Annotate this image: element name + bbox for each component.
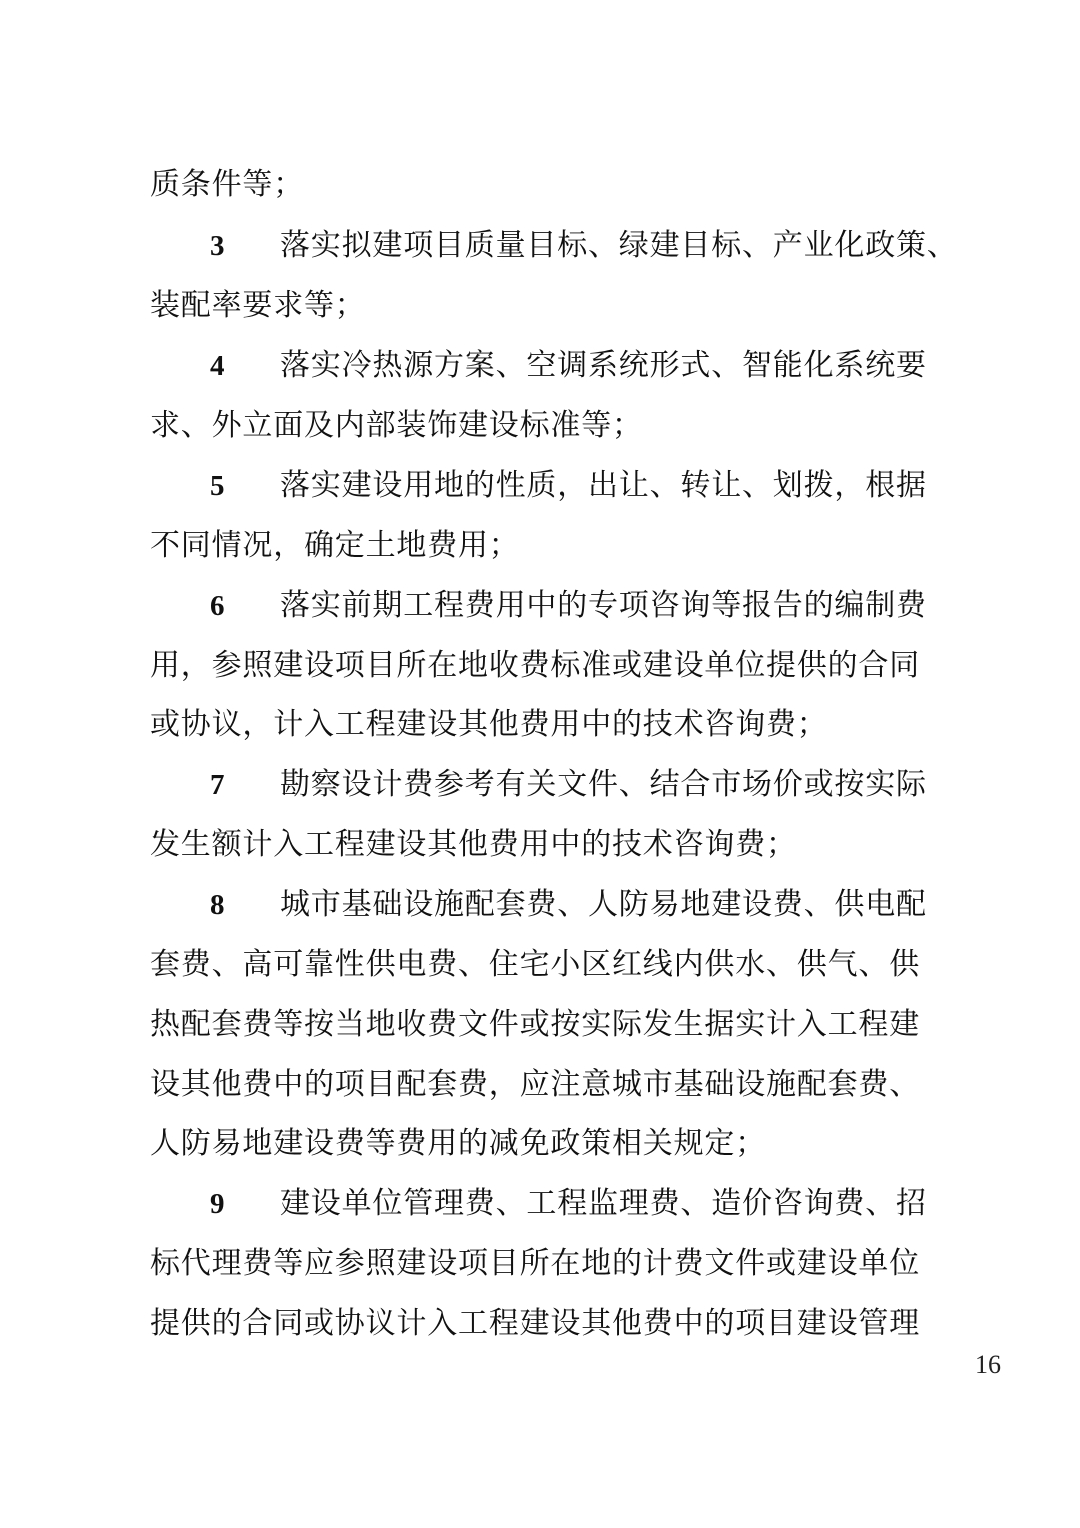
list-item-4: [210, 346, 927, 386]
item-number: 4: [210, 350, 226, 382]
item-number: 7: [210, 769, 226, 801]
line-text: 用，参照建设项目所在地收费标准或建设单位提供的合同: [150, 648, 920, 683]
text-line: [150, 286, 366, 326]
line-text: 热配套费等按当地收费文件或按实际发生据实计入工程建: [150, 1007, 920, 1042]
list-item-5: [210, 466, 927, 506]
text-line: [150, 825, 797, 865]
line-text: 勘察设计费参考有关文件、结合市场价或按实际: [280, 767, 927, 802]
text-line: [150, 406, 643, 446]
item-number: 9: [210, 1188, 226, 1220]
item-number: 3: [210, 230, 226, 262]
text-line: [150, 1124, 766, 1164]
list-item-3: [210, 226, 958, 266]
line-text: 发生额计入工程建设其他费用中的技术咨询费；: [150, 827, 797, 862]
item-number: 8: [210, 889, 226, 921]
line-text: 装配率要求等；: [150, 288, 366, 323]
line-text: 不同情况，确定土地费用；: [150, 528, 520, 563]
list-item-8: [210, 885, 927, 925]
line-text: 建设单位管理费、工程监理费、造价咨询费、招: [280, 1186, 927, 1221]
list-item-7: [210, 765, 927, 805]
text-line: [150, 1065, 920, 1105]
line-text: 设其他费中的项目配套费，应注意城市基础设施配套费、: [150, 1067, 920, 1102]
line-text: 落实拟建项目质量目标、绿建目标、产业化政策、: [280, 228, 958, 263]
page-number: 16: [975, 1350, 1001, 1379]
line-text: 质条件等；: [150, 167, 304, 202]
text-line: [150, 1005, 920, 1045]
text-line: [150, 705, 828, 745]
text-line: [150, 1244, 920, 1284]
text-line: [150, 1304, 920, 1344]
item-number: 5: [210, 470, 226, 502]
item-number: 6: [210, 590, 226, 622]
text-line: [150, 526, 520, 566]
line-text: 落实建设用地的性质，出让、转让、划拨，根据: [280, 468, 927, 503]
line-text: 或协议，计入工程建设其他费用中的技术咨询费；: [150, 707, 828, 742]
line-text: 城市基础设施配套费、人防易地建设费、供电配: [280, 887, 927, 922]
line-text: 落实冷热源方案、空调系统形式、智能化系统要: [280, 348, 927, 383]
line-text: 人防易地建设费等费用的减免政策相关规定；: [150, 1126, 766, 1161]
text-line: [150, 646, 920, 686]
text-line: [150, 945, 920, 985]
list-item-6: [210, 586, 927, 626]
line-text: 求、外立面及内部装饰建设标准等；: [150, 408, 643, 443]
text-line: [150, 165, 304, 205]
line-text: 落实前期工程费用中的专项咨询等报告的编制费: [280, 588, 927, 623]
line-text: 套费、高可靠性供电费、住宅小区红线内供水、供气、供: [150, 947, 920, 982]
line-text: 提供的合同或协议计入工程建设其他费中的项目建设管理: [150, 1306, 920, 1341]
list-item-9: [210, 1184, 927, 1224]
line-text: 标代理费等应参照建设项目所在地的计费文件或建设单位: [150, 1246, 920, 1281]
